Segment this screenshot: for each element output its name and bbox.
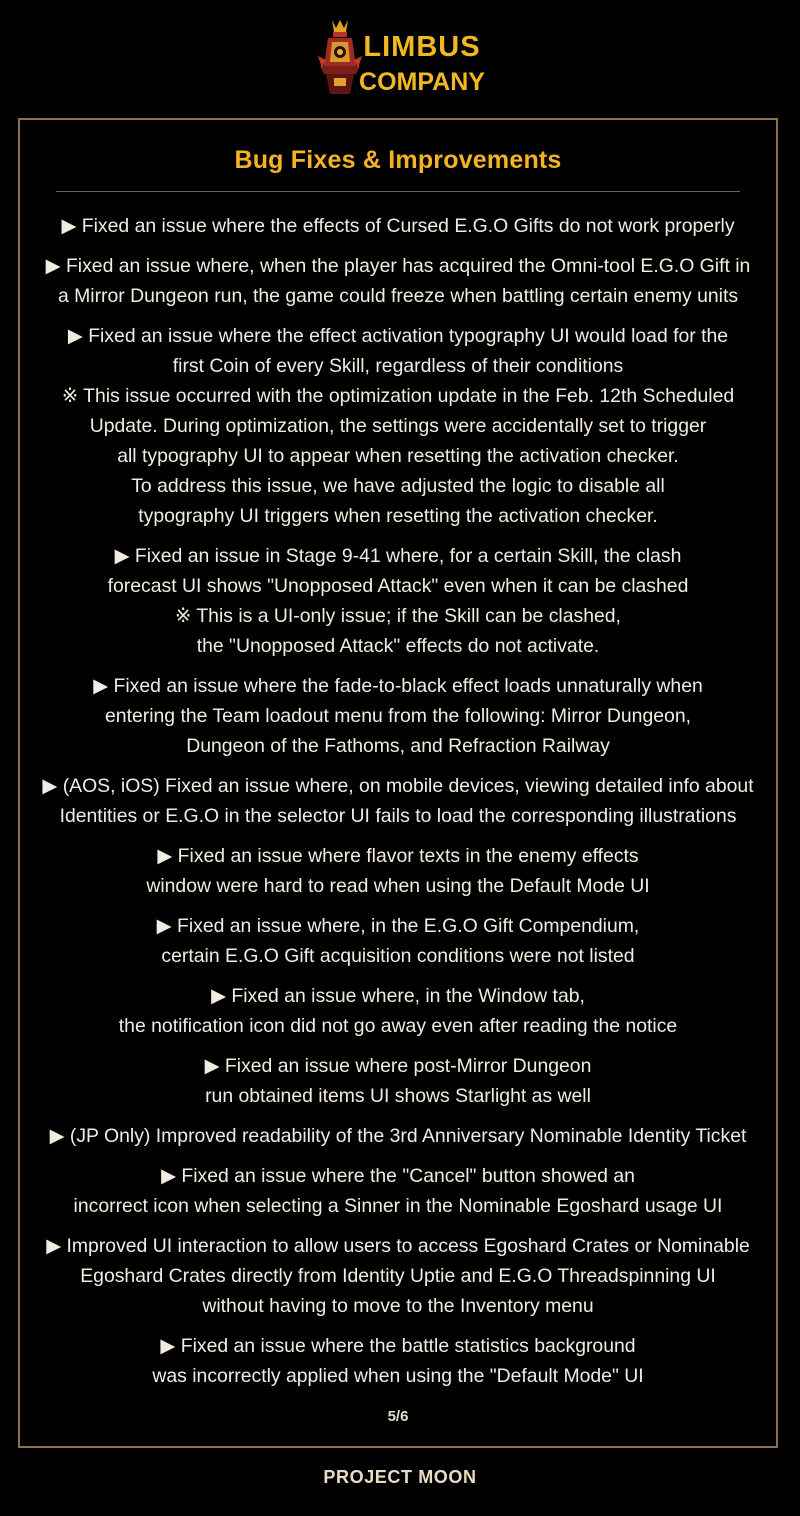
logo-emblem-icon — [316, 16, 488, 100]
fix-item-line: ▶ Fixed an issue where post-Mirror Dungeon — [204, 1055, 592, 1077]
fix-list — [24, 211, 772, 1401]
fix-item — [24, 1161, 772, 1221]
fix-item — [24, 911, 772, 971]
fix-item-line: ▶ Fixed an issue where the battle statistics background — [160, 1335, 636, 1357]
fix-item-line: Update. During optimization, the settings were accidentally set to trigger — [89, 415, 707, 437]
fix-item-line: entering the Team loadout menu from the following: Mirror Dungeon, — [105, 705, 691, 727]
fix-item — [24, 1051, 772, 1111]
fix-item-line: Identities or E.G.O in the selector UI fails to load the corresponding illustrations — [59, 805, 737, 827]
notice-panel — [18, 118, 778, 1448]
fix-item — [24, 671, 772, 761]
fix-item-line: all typography UI to appear when resetting the activation checker. — [117, 445, 679, 467]
fix-item-line: ▶ Fixed an issue where, when the player has acquired the Omni-tool E.G.O Gift in — [45, 255, 751, 277]
fix-item-line: was incorrectly applied when using the "Default Mode" UI — [152, 1365, 644, 1387]
fix-item-line: ▶ Improved UI interaction to allow users to access Egoshard Crates or Nominable — [46, 1235, 750, 1257]
fix-item-line: certain E.G.O Gift acquisition conditions were not listed — [161, 945, 635, 967]
fix-item-line: run obtained items UI shows Starlight as well — [205, 1085, 591, 1107]
fix-item-line: ※ This issue occurred with the optimization update in the Feb. 12th Scheduled — [61, 385, 735, 407]
fix-item-line: ▶ (JP Only) Improved readability of the 3rd Anniversary Nominable Identity Ticket — [49, 1125, 747, 1147]
fix-item-line: ▶ Fixed an issue where the effects of Cursed E.G.O Gifts do not work properly — [61, 215, 735, 237]
fix-item — [24, 1121, 772, 1151]
fix-item-line: To address this issue, we have adjusted the logic to disable all — [131, 475, 665, 497]
fix-item-line: ▶ Fixed an issue where the fade-to-black effect loads unnaturally when — [93, 675, 703, 697]
fix-item-line: the "Unopposed Attack" effects do not activate. — [196, 635, 600, 657]
fix-item — [24, 251, 772, 311]
fix-item-line: first Coin of every Skill, regardless of their conditions — [172, 355, 624, 377]
fix-item-line: incorrect icon when selecting a Sinner in the Nominable Egoshard usage UI — [73, 1195, 723, 1217]
fix-item — [24, 841, 772, 901]
fix-item — [24, 981, 772, 1041]
logo-line2: COMPANY — [359, 68, 485, 96]
fix-item-line: ▶ Fixed an issue where flavor texts in the enemy effects — [157, 845, 639, 867]
fix-item-line: ▶ (AOS, iOS) Fixed an issue where, on mobile devices, viewing detailed info about — [42, 775, 754, 797]
fix-item — [24, 1331, 772, 1391]
fix-item-line: Egoshard Crates directly from Identity Uptie and E.G.O Threadspinning UI — [80, 1265, 716, 1287]
fix-item-line: a Mirror Dungeon run, the game could freeze when battling certain enemy units — [57, 285, 739, 307]
fix-item — [24, 1231, 772, 1321]
fix-item-line: typography UI triggers when resetting the activation checker. — [138, 505, 658, 527]
fix-item-line: ▶ Fixed an issue where the effect activation typography UI would load for the — [67, 325, 729, 347]
fix-item-line: window were hard to read when using the Default Mode UI — [146, 875, 650, 897]
fix-item — [24, 771, 772, 831]
fix-item-line: the notification icon did not go away even after reading the notice — [118, 1015, 678, 1037]
section-title: Bug Fixes & Improvements — [234, 146, 562, 174]
fix-item — [24, 211, 772, 241]
fix-item-line: ▶ Fixed an issue where, in the E.G.O Gift Compendium, — [156, 915, 640, 937]
fix-item-line: ▶ Fixed an issue where, in the Window tab, — [211, 985, 585, 1007]
page-indicator: 5/6 — [387, 1408, 409, 1425]
logo-line1: LIMBUS — [363, 31, 481, 63]
bell-emblem-icon — [318, 20, 362, 94]
fix-item — [24, 541, 772, 661]
fix-item-line: without having to move to the Inventory menu — [202, 1295, 594, 1317]
fix-item-line: Dungeon of the Fathoms, and Refraction Railway — [186, 735, 610, 757]
fix-item-line: ※ This is a UI-only issue; if the Skill can be clashed, — [175, 605, 621, 627]
fix-item-line: ▶ Fixed an issue where the "Cancel" button showed an — [161, 1165, 635, 1187]
fix-item — [24, 321, 772, 531]
fix-item-line: ▶ Fixed an issue in Stage 9-41 where, for a certain Skill, the clash — [114, 545, 682, 567]
fix-item-line: forecast UI shows "Unopposed Attack" even when it can be clashed — [107, 575, 689, 597]
title-divider — [56, 191, 740, 192]
limbus-company-logo — [316, 16, 488, 100]
project-moon-footer: PROJECT MOON — [323, 1467, 477, 1487]
